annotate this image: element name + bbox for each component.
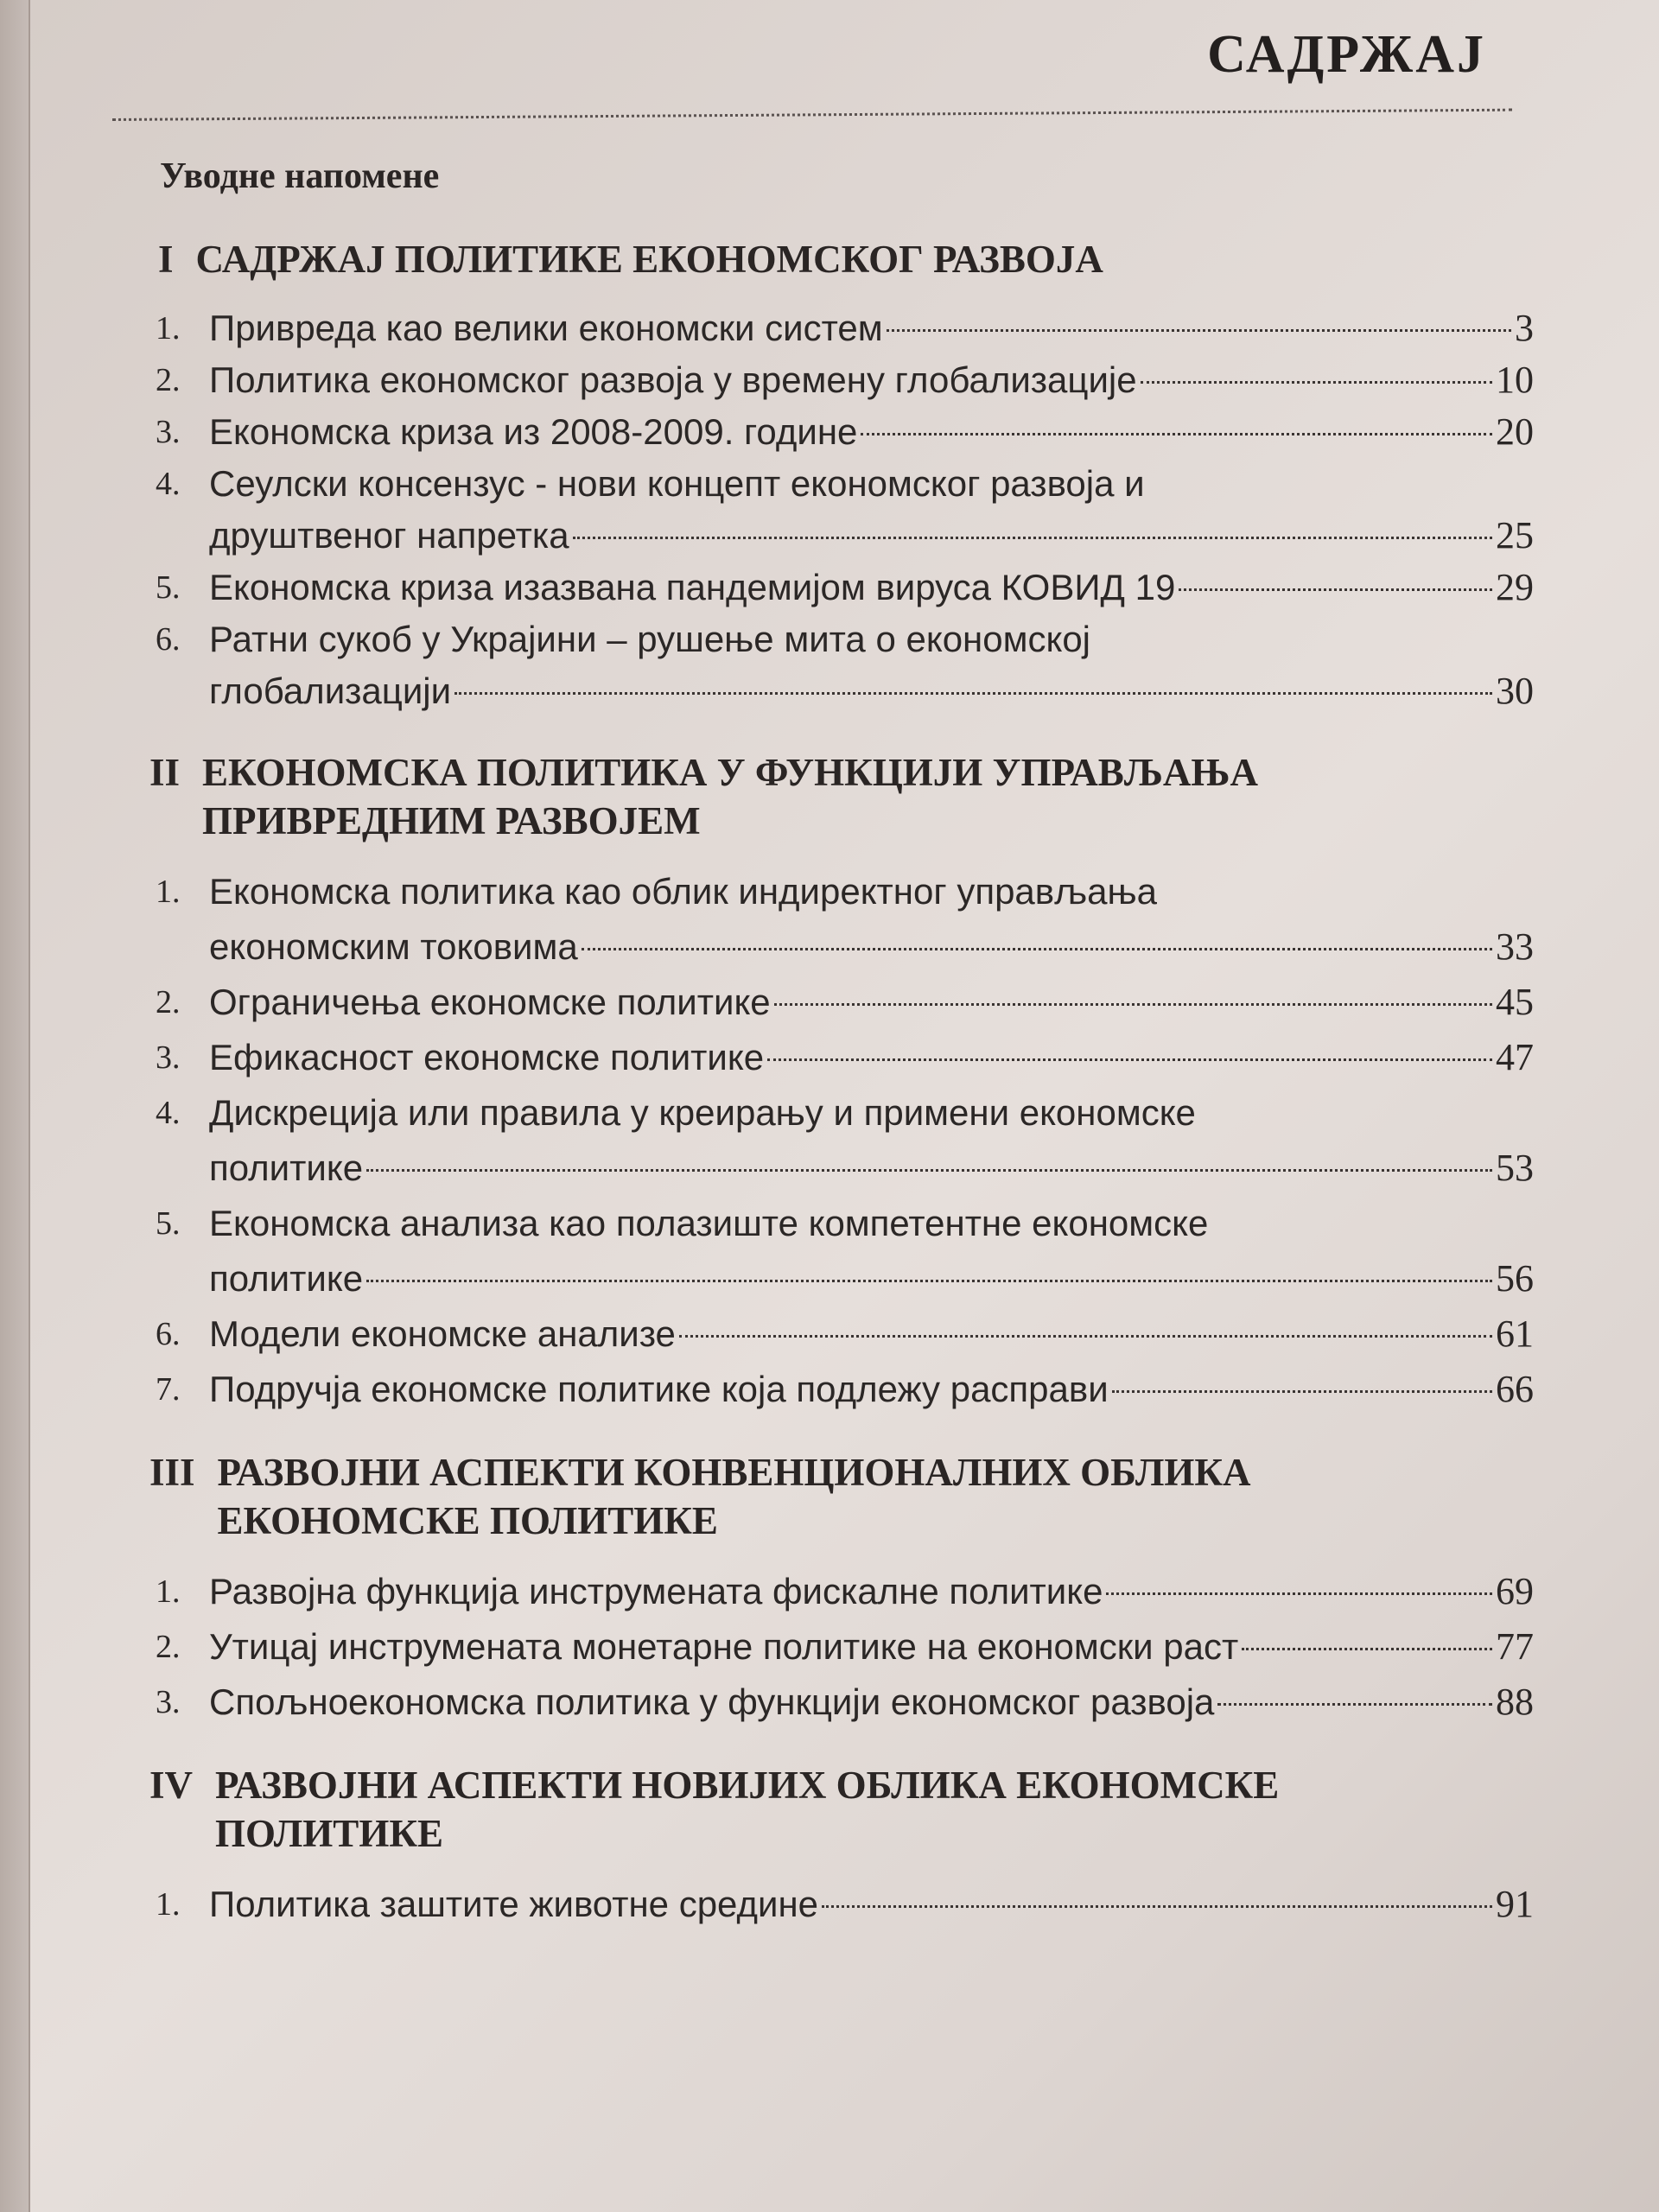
chapter-title: РАЗВОЈНИ АСПЕКТИ НОВИЈИХ ОБЛИКА ЕКОНОМСКЕ ПОЛИТИКЕ <box>215 1764 1280 1855</box>
header-dotted-rule <box>112 109 1512 121</box>
entry-page-number: 45 <box>1496 981 1534 1023</box>
entry-page-number: 10 <box>1496 359 1534 401</box>
entry-title: Политика економског развоја у времену глобализације <box>209 359 1137 400</box>
table-of-contents <box>117 156 1534 1939</box>
dot-leader <box>767 1058 1492 1061</box>
toc-entry <box>117 1619 1534 1675</box>
chapter-title: РАЗВОЈНИ АСПЕКТИ КОНВЕНЦИОНАЛНИХ ОБЛИКА ЕКОНОМСКЕ ПОЛИТИКЕ <box>217 1451 1251 1542</box>
toc-entry <box>117 1564 1534 1619</box>
entry-title: Политика заштите животне средине <box>209 1884 819 1924</box>
chapter-heading <box>117 1761 1534 1858</box>
entry-page-number: 33 <box>1496 925 1534 968</box>
toc-entry <box>117 406 1534 458</box>
toc-chapter <box>117 1448 1534 1730</box>
entry-number: 3. <box>156 1039 181 1076</box>
dot-leader <box>1141 381 1492 384</box>
chapter-number: III <box>149 1451 195 1494</box>
entry-number: 7. <box>156 1371 181 1408</box>
entry-number: 5. <box>156 1205 181 1242</box>
entry-title: Привреда као велики економски систем <box>209 308 883 348</box>
toc-entry <box>117 1030 1534 1085</box>
entry-page-number: 47 <box>1496 1036 1534 1078</box>
dot-leader <box>454 692 1492 695</box>
entry-title: Ограничења економске политике <box>209 982 771 1022</box>
chapter-number: II <box>149 751 181 794</box>
entry-title: Утицај инструмената монетарне политике на економски раст <box>209 1626 1239 1667</box>
entry-title-continued: политике <box>209 1258 364 1299</box>
entry-number: 4. <box>156 466 181 502</box>
toc-entry <box>117 1362 1534 1417</box>
toc-entry <box>117 562 1534 613</box>
entry-title: Ефикасност економске политике <box>209 1037 765 1077</box>
entry-number: 2. <box>156 1629 181 1665</box>
toc-chapter <box>117 1761 1534 1932</box>
chapter-heading <box>117 1448 1534 1545</box>
entry-page-number: 25 <box>1496 514 1534 556</box>
entry-title-continued: економским токовима <box>209 926 578 967</box>
entry-title: Дискреција или правила у креирању и примени економске <box>209 1092 1196 1133</box>
entry-page-number: 56 <box>1496 1257 1534 1300</box>
toc-entry <box>117 1196 1534 1306</box>
toc-entry <box>117 1675 1534 1730</box>
toc-entry <box>117 1085 1534 1196</box>
entry-title: Економска криза изазвана пандемијом вируса КОВИД 19 <box>209 567 1176 607</box>
toc-entry <box>117 458 1534 562</box>
entry-page-number: 20 <box>1496 410 1534 453</box>
entry-number: 2. <box>156 984 181 1020</box>
dot-leader <box>1242 1648 1492 1650</box>
entry-title: Економска криза из 2008-2009. године <box>209 411 858 452</box>
dot-leader <box>679 1335 1492 1338</box>
entry-title-continued: глобализацији <box>209 671 452 711</box>
entry-page-number: 91 <box>1496 1883 1534 1925</box>
entry-title: Спољноекономска политика у функцији економског развоја <box>209 1681 1215 1722</box>
entry-page-number: 29 <box>1496 566 1534 608</box>
dot-leader <box>774 1003 1492 1006</box>
entry-number: 5. <box>156 569 181 606</box>
entry-page-number: 3 <box>1515 307 1534 349</box>
entry-title-continued: друштвеног напретка <box>209 515 569 556</box>
entry-number: 6. <box>156 621 181 658</box>
toc-entry <box>117 864 1534 975</box>
entry-number: 6. <box>156 1316 181 1352</box>
entry-title: Развојна функција инструмената фискалне политике <box>209 1571 1103 1611</box>
entry-number: 4. <box>156 1095 181 1131</box>
dot-leader <box>861 433 1492 435</box>
entry-title: Модели економске анализе <box>209 1313 676 1354</box>
adjacent-page-edge <box>0 0 30 2212</box>
entry-title: Економска политика као облик индиректног управљања <box>209 871 1158 912</box>
dot-leader <box>366 1169 1492 1172</box>
chapter-heading <box>117 748 1534 845</box>
entry-page-number: 88 <box>1496 1681 1534 1723</box>
entry-page-number: 61 <box>1496 1313 1534 1355</box>
dot-leader <box>1217 1703 1492 1706</box>
dot-leader <box>1112 1390 1492 1393</box>
entry-number: 3. <box>156 1684 181 1720</box>
chapter-title: ЕКОНОМСКА ПОЛИТИКА У ФУНКЦИЈИ УПРАВЉАЊА ПРИВРЕДНИМ РАЗВОЈЕМ <box>202 751 1258 842</box>
entry-page-number: 69 <box>1496 1570 1534 1612</box>
dot-leader <box>822 1905 1492 1908</box>
toc-entry <box>117 1877 1534 1932</box>
toc-entry <box>117 302 1534 354</box>
dot-leader <box>582 948 1492 950</box>
entry-page-number: 30 <box>1496 670 1534 712</box>
toc-intro-heading: Уводне напомене <box>160 156 440 196</box>
dot-leader <box>887 329 1511 332</box>
chapter-title: САДРЖАЈ ПОЛИТИКЕ ЕКОНОМСКОГ РАЗВОЈА <box>195 238 1103 281</box>
entry-title-continued: политике <box>209 1147 364 1188</box>
dot-leader <box>1179 588 1492 591</box>
entry-number: 1. <box>156 1886 181 1923</box>
toc-chapter <box>117 748 1534 1417</box>
dot-leader <box>366 1280 1492 1282</box>
page-title: САДРЖАЈ <box>1207 25 1486 84</box>
entry-title: Економска анализа као полазиште компетентне економске <box>209 1203 1209 1243</box>
entry-page-number: 53 <box>1496 1147 1534 1189</box>
entry-number: 1. <box>156 874 181 910</box>
chapter-heading <box>117 235 1534 283</box>
entry-title: Подручја економске политике која подлежу расправи <box>209 1369 1109 1409</box>
toc-entry <box>117 354 1534 406</box>
entry-title: Сеулски консензус - нови концепт економског развоја и <box>209 463 1145 504</box>
toc-entry <box>117 613 1534 717</box>
dot-leader <box>1106 1592 1492 1595</box>
toc-chapter <box>117 235 1534 717</box>
toc-entry <box>117 975 1534 1030</box>
entry-number: 1. <box>156 1573 181 1610</box>
dot-leader <box>573 537 1492 539</box>
entry-page-number: 66 <box>1496 1368 1534 1410</box>
chapter-number: I <box>158 238 174 281</box>
toc-entry <box>117 1306 1534 1362</box>
entry-number: 2. <box>156 362 181 398</box>
entry-number: 1. <box>156 310 181 346</box>
book-page <box>30 0 1659 2212</box>
entry-title: Ратни сукоб у Украјини – рушење мита о економској <box>209 619 1091 659</box>
entry-page-number: 77 <box>1496 1625 1534 1668</box>
chapter-number: IV <box>149 1764 194 1807</box>
entry-number: 3. <box>156 414 181 450</box>
